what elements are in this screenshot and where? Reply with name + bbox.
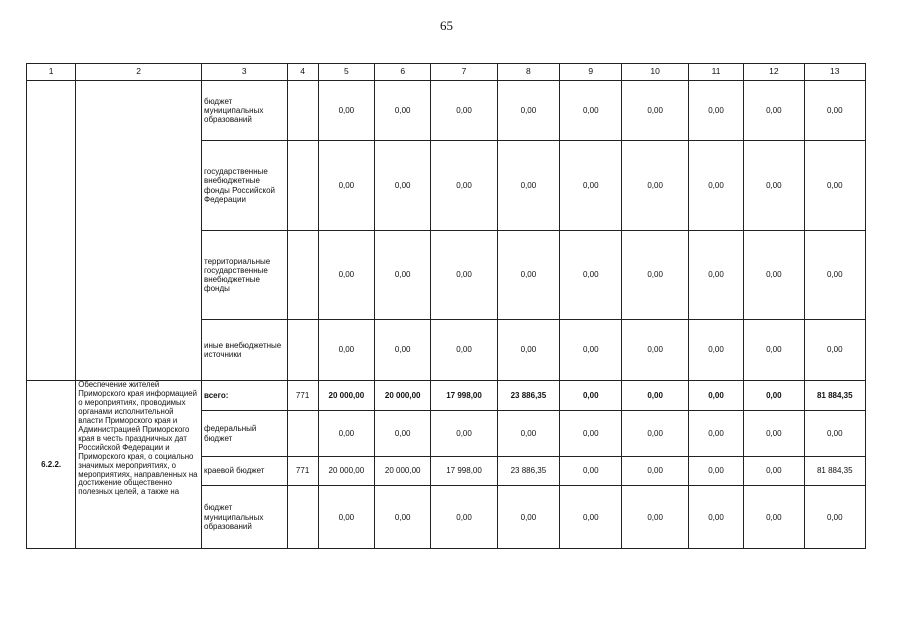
table-row [27, 381, 866, 411]
value-cell: 0,00 [804, 320, 865, 381]
column-number: 2 [76, 64, 202, 81]
value-cell: 0,00 [688, 486, 743, 549]
value-cell: 0,00 [560, 81, 622, 141]
value-cell: 20 000,00 [375, 456, 431, 485]
value-cell: 81 884,35 [804, 456, 865, 485]
value-cell: 0,00 [804, 486, 865, 549]
value-cell: 23 886,35 [497, 456, 559, 485]
value-cell: 17 998,00 [431, 381, 497, 411]
value-cell: 0,00 [560, 411, 622, 457]
value-cell: 0,00 [318, 486, 374, 549]
value-cell: 0,00 [622, 381, 688, 411]
value-cell: 0,00 [744, 81, 804, 141]
value-cell: 0,00 [497, 320, 559, 381]
value-cell: 20 000,00 [375, 381, 431, 411]
value-cell: 0,00 [744, 456, 804, 485]
funding-source: государственные внебюджетные фонды Российской Федерации [202, 141, 288, 231]
value-cell: 0,00 [318, 81, 374, 141]
value-cell: 0,00 [431, 231, 497, 320]
column-number: 1 [27, 64, 76, 81]
column-number-row [27, 64, 866, 81]
code-cell [287, 81, 318, 141]
value-cell: 0,00 [744, 486, 804, 549]
value-cell: 0,00 [804, 141, 865, 231]
value-cell: 0,00 [622, 231, 688, 320]
value-cell: 17 998,00 [431, 456, 497, 485]
measure-description-cell [76, 381, 202, 549]
value-cell: 81 884,35 [804, 381, 865, 411]
value-cell: 0,00 [688, 456, 743, 485]
table-row [27, 81, 866, 141]
value-cell: 0,00 [431, 411, 497, 457]
value-cell: 0,00 [622, 141, 688, 231]
value-cell: 0,00 [497, 141, 559, 231]
funding-source: всего: [202, 381, 288, 411]
value-cell: 0,00 [560, 486, 622, 549]
value-cell: 0,00 [431, 486, 497, 549]
value-cell: 0,00 [375, 81, 431, 141]
value-cell: 0,00 [804, 81, 865, 141]
value-cell: 23 886,35 [497, 381, 559, 411]
code-cell: 771 [287, 381, 318, 411]
funding-source: бюджет муниципальных образований [202, 81, 288, 141]
value-cell: 20 000,00 [318, 456, 374, 485]
value-cell: 0,00 [688, 81, 743, 141]
value-cell: 0,00 [622, 320, 688, 381]
value-cell: 0,00 [318, 231, 374, 320]
funding-source: краевой бюджет [202, 456, 288, 485]
column-number: 9 [560, 64, 622, 81]
value-cell: 0,00 [622, 81, 688, 141]
value-cell: 0,00 [688, 141, 743, 231]
funding-source: иные внебюджетные источники [202, 320, 288, 381]
value-cell: 0,00 [560, 456, 622, 485]
measure-number: 6.2.2. [27, 381, 76, 549]
value-cell: 0,00 [375, 411, 431, 457]
value-cell: 0,00 [560, 231, 622, 320]
value-cell: 0,00 [622, 411, 688, 457]
value-cell: 0,00 [744, 381, 804, 411]
value-cell: 0,00 [744, 411, 804, 457]
value-cell: 0,00 [375, 141, 431, 231]
code-cell [287, 486, 318, 549]
column-number: 13 [804, 64, 865, 81]
code-cell: 771 [287, 456, 318, 485]
column-number: 4 [287, 64, 318, 81]
value-cell: 0,00 [560, 141, 622, 231]
value-cell: 0,00 [497, 486, 559, 549]
value-cell: 0,00 [622, 486, 688, 549]
column-number: 7 [431, 64, 497, 81]
value-cell: 0,00 [560, 320, 622, 381]
empty-description-cell [76, 81, 202, 381]
column-number: 12 [744, 64, 804, 81]
value-cell: 0,00 [744, 320, 804, 381]
value-cell: 0,00 [688, 381, 743, 411]
code-cell [287, 411, 318, 457]
value-cell: 0,00 [431, 141, 497, 231]
funding-source: бюджет муниципальных образований [202, 486, 288, 549]
value-cell: 0,00 [431, 81, 497, 141]
value-cell: 0,00 [804, 231, 865, 320]
value-cell: 0,00 [688, 231, 743, 320]
value-cell: 0,00 [497, 411, 559, 457]
page-number: 65 [440, 18, 453, 33]
column-number: 5 [318, 64, 374, 81]
column-number: 3 [202, 64, 288, 81]
column-number: 8 [497, 64, 559, 81]
value-cell: 20 000,00 [318, 381, 374, 411]
budget-table [26, 63, 866, 549]
funding-source: федеральный бюджет [202, 411, 288, 457]
value-cell: 0,00 [744, 231, 804, 320]
value-cell: 0,00 [688, 320, 743, 381]
funding-source: территориальные государственные внебюджетные фонды [202, 231, 288, 320]
value-cell: 0,00 [497, 231, 559, 320]
value-cell: 0,00 [318, 141, 374, 231]
measure-description: Обеспечение жителей Приморского края информацией о мероприятиях, проводимых органами исполнительной власти Приморского края и Администрацией Приморского края в честь праздничных дат Российской Федерации и Приморского края, о социально значимых мероприятиях, о мероприятиях, направленных на достижение общественно полезных целей, а также на [78, 381, 198, 497]
empty-number-cell [27, 81, 76, 381]
value-cell: 0,00 [560, 381, 622, 411]
value-cell: 0,00 [318, 411, 374, 457]
column-number: 11 [688, 64, 743, 81]
code-cell [287, 320, 318, 381]
value-cell: 0,00 [375, 486, 431, 549]
code-cell [287, 231, 318, 320]
value-cell: 0,00 [804, 411, 865, 457]
value-cell: 0,00 [744, 141, 804, 231]
value-cell: 0,00 [375, 320, 431, 381]
value-cell: 0,00 [622, 456, 688, 485]
value-cell: 0,00 [688, 411, 743, 457]
column-number: 10 [622, 64, 688, 81]
column-number: 6 [375, 64, 431, 81]
value-cell: 0,00 [318, 320, 374, 381]
value-cell: 0,00 [497, 81, 559, 141]
value-cell: 0,00 [375, 231, 431, 320]
value-cell: 0,00 [431, 320, 497, 381]
code-cell [287, 141, 318, 231]
